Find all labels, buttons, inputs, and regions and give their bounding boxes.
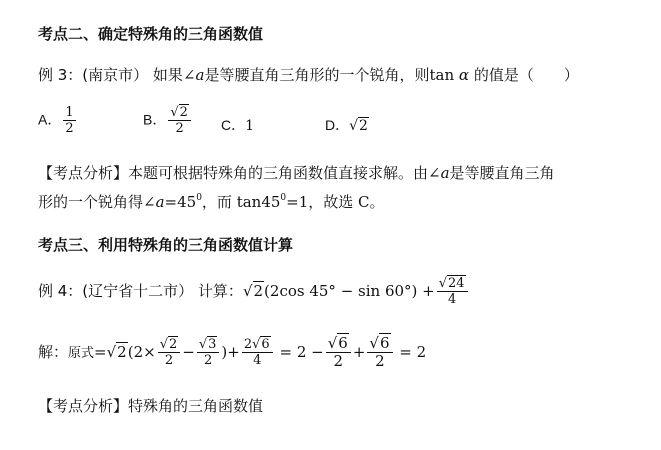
option-c-letter: C． [221,117,246,133]
solution-frac-1-num: √2 [158,337,181,353]
option-d-letter: D． [325,117,350,133]
analysis-1-suffix: 是等腰直角三角 [449,164,555,182]
solution-sqrt2: √2 [106,343,127,361]
solution-frac-2-radicand: 3 [208,337,217,352]
example-3-prefix: 例 3：(南京市） 如果 [38,66,183,84]
analysis-1-line-2 [38,191,385,212]
example-4-question [38,272,470,310]
solution-close: )+ [221,343,240,361]
solution-frac-3 [242,337,273,368]
solution-frac-2 [197,337,220,368]
option-c [221,115,254,135]
solution-frac-2-num: √3 [197,337,220,353]
solution-eq2: = 2 − [279,343,324,361]
example-4-numerator: √24 [437,276,468,292]
option-d-radicand: 2 [359,118,368,134]
section-heading-3: 考点三、利用特殊角的三角函数值计算 [38,236,294,254]
example-3-question [38,64,579,85]
example-4-sqrt: √2 [242,282,264,300]
solution-label: 解： [38,343,69,361]
solution-sqrt2-radicand: 2 [117,343,127,361]
solution-frac-4-den: 2 [333,352,344,370]
solution-minus: − [182,343,195,361]
solution-result: = 2 [399,343,427,361]
example-4-radicand: 2 [253,282,264,300]
option-a-denominator: 2 [65,121,74,136]
analysis-1-angle: ∠a [428,164,450,182]
analysis-1-line2-prefix: 形的一个锐角得 [38,193,144,211]
option-b-fraction [168,105,191,136]
solution-yuanshi: 原式 [68,346,95,361]
solution-frac-1-den: 2 [164,353,174,368]
example-3-suffix: 的值是（ ） [473,66,579,84]
analysis-1-line-1 [38,162,555,183]
option-b-radicand: 2 [179,105,188,120]
option-c-value: 1 [245,118,255,134]
option-b [143,105,193,136]
option-d [325,115,369,135]
solution-line [38,332,426,374]
analysis-1-prefix: 【考点分析】本题可根据特殊角的三角函数值直接求解。由 [38,164,429,182]
analysis-1-line2-suffix: =1，故选 C。 [286,193,385,211]
example-4-fraction [437,276,468,307]
example-4-prefix: 例 4：(辽宁省十二市） 计算： [38,282,243,300]
analysis-1-line2-angle: ∠a [143,193,165,211]
solution-frac-4 [326,335,351,370]
option-a-fraction [63,105,75,136]
example-4-num-radicand: 24 [448,276,465,291]
example-3-alpha: α [458,66,470,84]
option-b-letter: B． [143,111,167,128]
analysis-1-line2-degree-2: 0 [280,193,287,203]
example-4-expression: (2cos 45° − sin 60°) + [264,282,435,300]
analysis-1-line2-degree: 0 [196,193,202,203]
solution-open: (2× [127,343,156,361]
option-d-sqrt: √2 [349,118,368,134]
solution-frac-2-den: 2 [203,353,213,368]
solution-frac-3-coef: 2 [243,337,253,352]
section-heading-2: 考点二、确定特殊角的三角函数值 [38,25,264,43]
solution-frac-5-den: 2 [375,352,385,370]
solution-frac-5 [367,335,392,370]
option-a-letter: A． [38,111,62,128]
solution-plus: + [352,343,366,361]
analysis-2: 【考点分析】特殊角的三角函数值 [38,397,264,415]
solution-frac-1 [158,337,181,368]
analysis-1-line2-mid: ，而 tan45 [201,193,281,211]
example-3-tan: tan [429,66,455,84]
solution-frac-5-radicand: 6 [379,334,390,352]
option-b-denominator: 2 [175,121,184,136]
option-a [38,105,78,136]
example-3-middle: 是等腰直角三角形的一个锐角，则 [204,66,430,84]
analysis-1-line2-eq: =45 [164,193,197,211]
option-b-numerator: √2 [168,105,191,121]
example-3-angle: ∠a [182,66,205,84]
option-a-numerator: 1 [65,105,74,120]
example-4-denominator: 4 [448,292,457,307]
solution-frac-4-radicand: 6 [338,334,348,352]
solution-frac-3-radicand: 6 [261,337,270,352]
solution-frac-3-den: 4 [253,353,262,368]
solution-frac-3-num: 2√6 [242,337,273,353]
solution-frac-1-radicand: 2 [168,337,178,352]
solution-eq1: = [94,343,107,361]
solution-frac-5-num: √6 [367,335,392,353]
solution-frac-4-num: √6 [326,335,351,353]
